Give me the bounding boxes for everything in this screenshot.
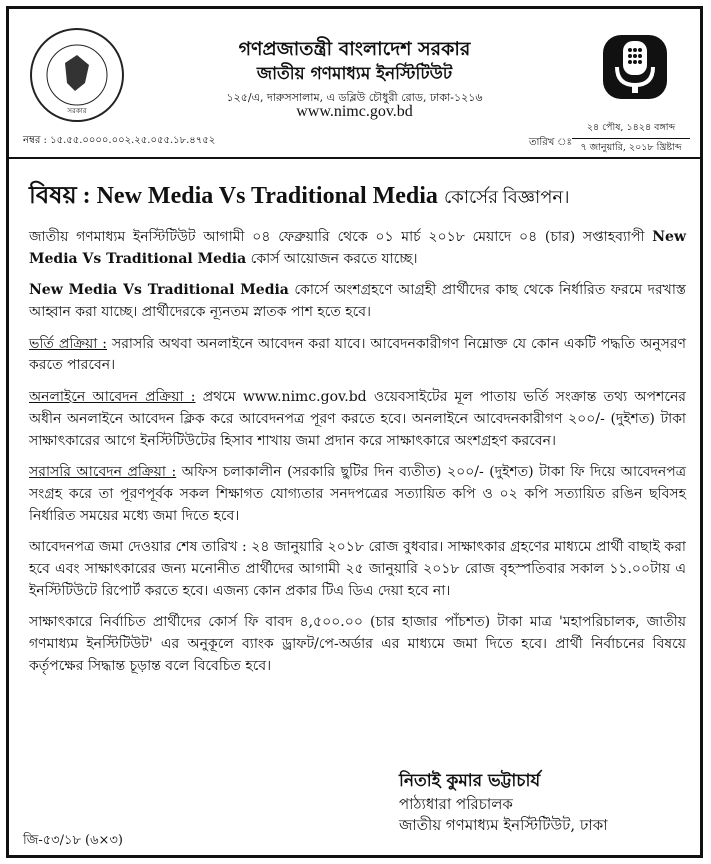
p2-course: New Media Vs Traditional Media	[29, 282, 289, 299]
advertisement-frame	[6, 6, 703, 858]
p5-text: অফিস চলাকালীন (সরকারি ছুটির দিন ব্যতীত) ২০০/- (দুইশত) টাকা ফি দিয়ে আবেদনপত্র সংগ্রহ করে তা পূরণপূর্বক সকল শিক্ষাগত যোগ্যতার সনদপত্রের সত্যায়িত কপি ও ০২ কপি সত্যায়িত রঙিন ছবিসহ নির্ধারিত সময়ের মধ্যে জমা দিতে হবে।	[29, 464, 686, 524]
paragraph-deadline: আবেদনপত্র জমা দেওয়ার শেষ তারিখ : ২৪ জানুয়ারি ২০১৮ রোজ বুধবার। সাক্ষাৎকার গ্রহণের মাধ্যমে প্রার্থী বাছাই করা হবে এবং সাক্ষাৎকারের জন্য মনোনীত প্রার্থীদের আগামী ২৫ জানুয়ারি ২০১৮ রোজ বৃহস্পতিবার সকাল ১১.০০টায় এ ইনস্টিটিউটে রিপোর্ট করতে হবে। এজন্য কোন প্রকার টিএ ডিএ দেয়া হবে না।	[29, 539, 686, 599]
p4-text: প্রথমে www.nimc.gov.bd ওয়েবসাইটের মূল পাতায় ভর্তি সংক্রান্ত তথ্য অপশনের অধীন অনলাইনে আবেদন ক্লিক করে আবেদনপত্র পূরণ করতে হবে। অনলাইনে আবেদনকারীগণ ২০০/- (দুইশত) টাকা সাক্ষাৎকারের আগে ইনস্টিটিউটের হিসাব শাখায় জমা প্রদান করে সাক্ষাৎকারে অংশগ্রহণ করবেন।	[29, 389, 687, 449]
org-line-1: গণপ্রজাতন্ত্রী বাংলাদেশ সরকার	[238, 38, 471, 60]
signatory-designation: পাঠ্যধারা পরিচালক	[399, 794, 513, 813]
signatory-name: নিতাই কুমার ভট্টাচার্য	[399, 771, 541, 791]
p1-text-end: কোর্স আয়োজন করতে যাচ্ছে।	[250, 250, 418, 267]
memo-label: নম্বর	[23, 135, 41, 146]
p1-course: New Media Vs Traditional Media	[29, 229, 686, 267]
signatory-org: জাতীয় গণমাধ্যম ইনস্টিটিউট, ঢাকা	[399, 816, 608, 835]
p1-text: জাতীয় গণমাধ্যম ইনস্টিটিউট আগামী ০৪ ফেব্রুয়ারি থেকে ০১ মার্চ ২০১৮ মেয়াদে ০৪ (চার) সপ্তাহব্যাপী	[29, 229, 645, 245]
memo-number: নম্বর : ১৫.৫৫.০০০০.০০২.২৫.০৫৫.১৮.৪৭৫২	[23, 135, 216, 146]
website: www.nimc.gov.bd	[296, 103, 413, 120]
subject-prefix: বিষয় :	[29, 183, 91, 209]
letterhead	[9, 9, 700, 159]
paragraph-intro	[29, 227, 686, 270]
subject-suffix: কোর্সের বিজ্ঞাপন।	[443, 187, 570, 207]
subject-course: New Media Vs Traditional Media	[96, 183, 438, 209]
body-text	[29, 227, 686, 687]
p4-heading: অনলাইনে আবেদন প্রক্রিয়া :	[29, 389, 196, 406]
date-block	[572, 121, 690, 156]
memo-value: ১৫.৫৫.০০০০.০০২.২৫.০৫৫.১৮.৪৭৫২	[50, 135, 216, 146]
paragraph-admission	[29, 334, 686, 377]
date-gregorian: ৭ জানুয়ারি, ২০১৮ খ্রিষ্টাব্দ	[580, 142, 682, 153]
paragraph-online	[29, 387, 686, 452]
header-divider	[9, 157, 700, 159]
p3-text: সরাসরি অথবা অনলাইনে আবেদন করা যাবে। আবেদনকারীগণ নিম্নোক্ত যে কোন একটি পদ্ধতি অনুসরণ করতে পারবেন।	[29, 335, 686, 374]
p2-text: কোর্সে অংশগ্রহণে আগ্রহী প্রার্থীদের কাছ থেকে নির্ধারিত ফরমে দরখাস্ত আহ্বান করা যাচ্ছে। প্রার্থীদেরকে ন্যূনতম স্নাতক পাশ হতে হবে।	[29, 282, 686, 321]
p3-heading: ভর্তি প্রক্রিয়া :	[29, 335, 108, 352]
paragraph-direct	[29, 462, 686, 527]
subject-line	[29, 177, 689, 217]
p5-heading: সরাসরি আবেদন প্রক্রিয়া :	[29, 464, 177, 481]
paragraph-call	[29, 280, 686, 323]
org-line-2: জাতীয় গণমাধ্যম ইনস্টিটিউট	[256, 64, 453, 84]
signature-block	[399, 769, 608, 837]
date-bangla: ২৪ পৌষ, ১৪২৪ বঙ্গাব্দ	[572, 121, 690, 139]
address: ১২৫/এ, দারুসসালাম, এ ডব্লিউ চৌধুরী রোড, ঢাকা-১২১৬	[226, 91, 483, 104]
date-label: তারিখ ঃ	[529, 137, 572, 148]
svg-text:সরকার: সরকার	[67, 107, 87, 115]
paragraph-fee: সাক্ষাৎকারে নির্বাচিত প্রার্থীদের কোর্স ফি বাবদ ৪,৫০০.০০ (চার হাজার পাঁচশত) টাকা মাত্র 'মহাপরিচালক, জাতীয় গণমাধ্যম ইনস্টিটিউট' এর অনুকূলে ব্যাংক ড্রাফট/পে-অর্ডার এর মাধ্যমে জমা দিতে হবে। প্রার্থী নির্বাচনের বিষয়ে কর্তৃপক্ষের সিদ্ধান্ত চূড়ান্ত বলে বিবেচিত হবে।	[29, 614, 686, 674]
footer-ref: জি-৫৩/১৮ (৬×৩)	[23, 833, 123, 848]
